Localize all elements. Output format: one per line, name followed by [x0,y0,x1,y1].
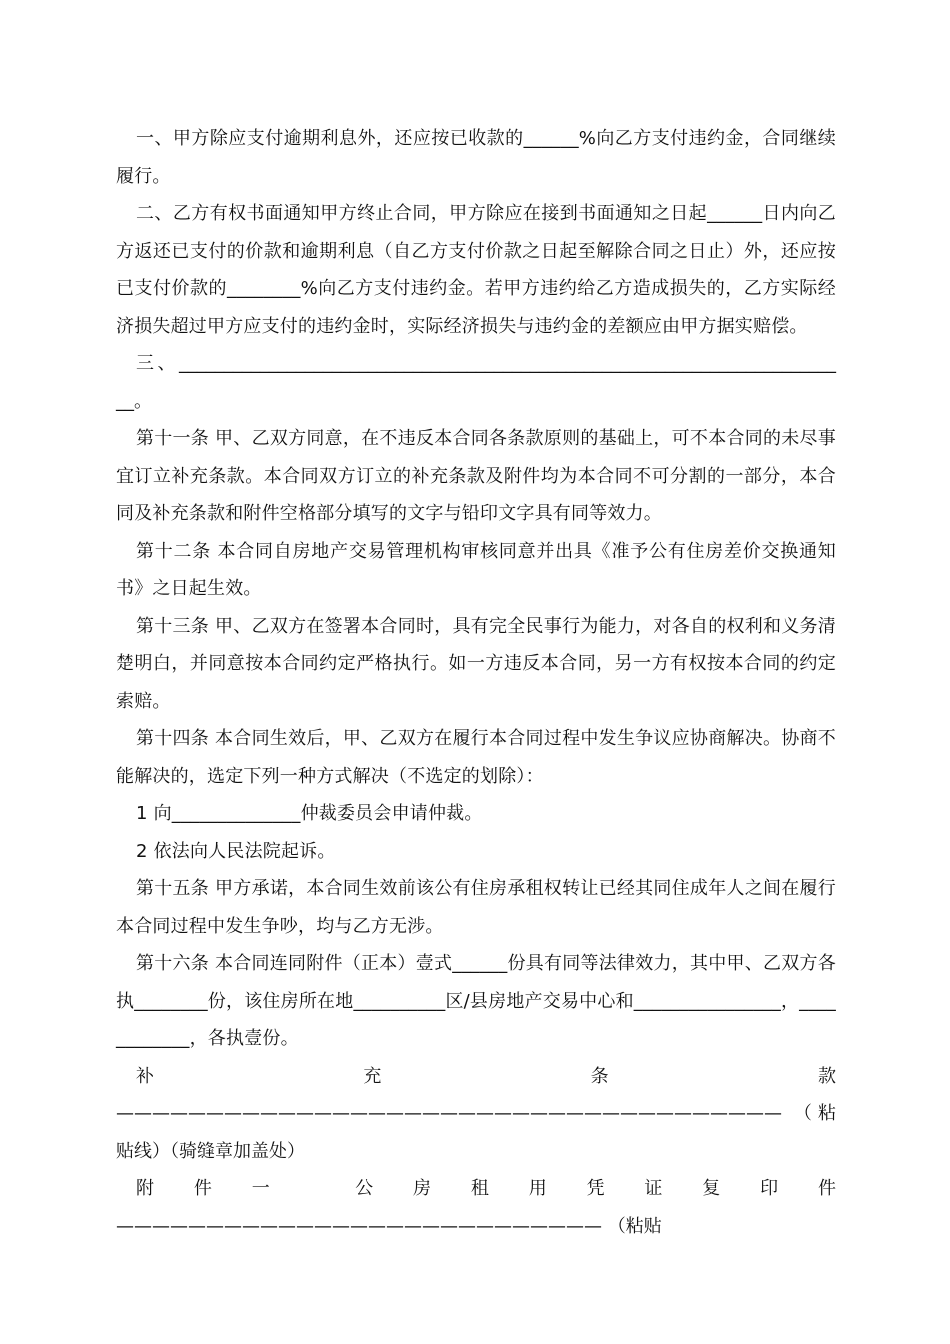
article-15: 第十五条 甲方承诺，本合同生效前该公有住房承租权转让已经其同住成年人之间在履行本合同过程中发生争吵，均与乙方无涉。 [116,878,836,937]
document-body [116,120,836,1245]
attachment-1-line: 附件一 公房租用凭证复印件 ——————————————————————————— （粘贴 [116,1178,836,1237]
clause-paragraph-2: 二、乙方有权书面通知甲方终止合同，甲方除应在接到书面通知之日起______日内向乙方返还已支付的价款和逾期利息（自乙方支付价款之日起至解除合同之日止）外，还应按已支付价款的________%向乙方支付违约金。若甲方违约给乙方造成损失的，乙方实际经济损失超过甲方应支付的违约金时，实际经济损失与违约金的差额应由甲方据实赔偿。 [116,203,836,337]
article-13: 第十三条 甲、乙双方在签署本合同时，具有完全民事行为能力，对各自的权利和义务清楚明白，并同意按本合同约定严格执行。如一方违反本合同，另一方有权按本合同的约定索赔。 [116,615,836,712]
clause-paragraph-3: 三、___________________________________________________________________________。 [116,353,836,412]
article-16: 第十六条 本合同连同附件（正本）壹式______份具有同等法律效力，其中甲、乙双方各执________份，该住房所在地__________区/县房地产交易中心和________________，____________，各执壹份。 [116,953,836,1049]
article-11: 第十一条 甲、乙双方同意，在不违反本合同各条款原则的基础上，可不本合同的未尽事宜订立补充条款。本合同双方订立的补充条款及附件均为本合同不可分割的一部分，本合同及补充条款和附件空格部分填写的文字与铅印文字具有同等效力。 [116,428,836,524]
supplementary-terms-line: 补充条款 ————————————————————————————————————— （粘贴线）（骑缝章加盖处） [116,1065,836,1162]
article-14: 第十四条 本合同生效后，甲、乙双方在履行本合同过程中发生争议应协商解决。协商不能解决的，选定下列一种方式解决（不选定的划除）： [116,728,836,787]
article-12: 第十二条 本合同自房地产交易管理机构审核同意并出具《准予公有住房差价交换通知书》之日起生效。 [116,540,836,599]
clause-paragraph-1: 一、甲方除应支付逾期利息外，还应按已收款的______%向乙方支付违约金，合同继续履行。 [116,128,836,187]
option-lawsuit: 2 依法向人民法院起诉。 [136,840,336,862]
option-arbitration: 1 向______________仲裁委员会申请仲裁。 [136,803,483,824]
